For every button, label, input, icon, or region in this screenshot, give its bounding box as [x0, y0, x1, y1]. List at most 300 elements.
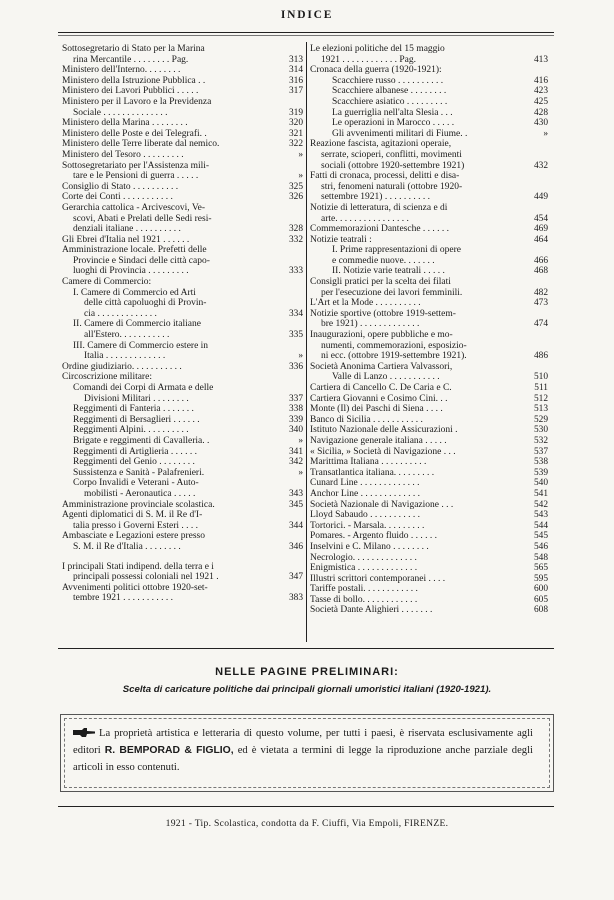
- index-entry-text: Ministero per il Lavoro e la Previdenza: [62, 96, 212, 107]
- index-entry: [310, 214, 548, 225]
- index-entry-page: 326: [288, 192, 303, 203]
- index-entry-page: 605: [533, 594, 548, 605]
- index-entry-text: Divisioni Militari . . . . . . . .: [84, 393, 189, 404]
- index-entry-page: 565: [533, 563, 548, 574]
- index-entry: [310, 383, 548, 394]
- index-entry-text: principali possessi coloniali nel 1921 .: [73, 572, 219, 583]
- index-entry-page: 334: [288, 308, 303, 319]
- index-entry-text: Reggimenti di Artiglieria . . . . . .: [73, 446, 198, 457]
- index-entry-text: Banco di Sicilia . . . . . . . . . . .: [310, 414, 423, 425]
- index-entry-text: per l'esecuzione dei lavori femminili.: [321, 287, 463, 298]
- index-entry-text: Provincie e Sindaci delle città capo-: [73, 255, 210, 266]
- index-entry-page: 468: [533, 266, 548, 277]
- index-entry: [62, 150, 303, 161]
- index-entry-page: 325: [288, 181, 303, 192]
- index-entry-page: 469: [533, 224, 548, 235]
- index-entry: [62, 521, 303, 532]
- index-entry-text: Notizie sportive (ottobre 1919-settem-: [310, 308, 456, 319]
- index-entry: [310, 65, 548, 76]
- index-entry-text: Notizie di letteratura, di scienza e di: [310, 202, 448, 213]
- index-entry: [62, 500, 303, 511]
- index-entry-page: »: [298, 435, 303, 446]
- index-entry-text: Ministero del Tesoro . . . . . . . . .: [62, 149, 184, 160]
- index-entry: [310, 372, 548, 383]
- index-entry: [310, 245, 548, 256]
- rights-notice-box: [60, 714, 554, 792]
- index-entry: [310, 55, 548, 66]
- index-entry-page: 542: [533, 499, 548, 510]
- index-entry-text: denziali italiane . . . . . . . . . .: [73, 224, 181, 235]
- index-entry: [62, 266, 303, 277]
- colophon: 1921 - Tip. Scolastica, condotta da F. Ciuffi, Via Empoli, FIRENZE.: [165, 818, 449, 829]
- index-entry-text: Amministrazione locale. Prefetti delle: [62, 245, 207, 256]
- pointing-hand-icon: [73, 728, 95, 737]
- index-entry-page: 548: [533, 552, 548, 563]
- index-entry: [310, 97, 548, 108]
- index-entry: [62, 383, 303, 394]
- index-entry: [62, 108, 303, 119]
- index-entry: [310, 266, 548, 277]
- index-entry: [310, 584, 548, 595]
- index-entry: [62, 341, 303, 352]
- index-entry: [62, 245, 303, 256]
- index-entry-text: La guerriglia nell'alta Slesia . . .: [332, 107, 453, 118]
- index-entry-text: Società Nazionale di Navigazione . . .: [310, 499, 454, 510]
- index-entry-page: 423: [533, 86, 548, 97]
- index-entry-text: Tariffe postali. . . . . . . . . . . .: [310, 584, 418, 595]
- index-entry: [310, 404, 548, 415]
- index-entry-text: Reggimenti del Genio . . . . . . . .: [73, 457, 195, 468]
- index-entry: [62, 118, 303, 129]
- index-entry: [310, 182, 548, 193]
- index-entry-page: 482: [533, 287, 548, 298]
- index-entry-text: Marittima Italiana . . . . . . . . . .: [310, 457, 427, 468]
- index-entry: [62, 161, 303, 172]
- index-entry-page: 539: [533, 467, 548, 478]
- index-entry-page: 608: [533, 605, 548, 616]
- top-rule-thin: [58, 35, 554, 36]
- index-entry-text: Le elezioni politiche del 15 maggio: [310, 44, 445, 54]
- index-entry-text: Inaugurazioni, opere pubbliche e mo-: [310, 330, 453, 341]
- index-entry: [62, 436, 303, 447]
- index-entry-text: Enigmistica . . . . . . . . . . . . .: [310, 563, 418, 574]
- index-entry-page: 449: [533, 192, 548, 203]
- index-entry-page: 530: [533, 425, 548, 436]
- index-entry-text: Comandi dei Corpi di Armata e delle: [73, 383, 214, 393]
- index-entry: [310, 425, 548, 436]
- index-entry-text: L'Art et la Mode . . . . . . . . . .: [310, 298, 421, 309]
- index-entry-text: Amministrazione provinciale scolastica.: [62, 499, 215, 510]
- index-entry: [62, 510, 303, 521]
- index-entry: [310, 86, 548, 97]
- index-entry: [310, 351, 548, 362]
- index-entry: [62, 583, 303, 594]
- index-entry-page: »: [298, 467, 303, 478]
- index-entry: [310, 44, 548, 55]
- index-entry: [310, 319, 548, 330]
- index-entry-page: 454: [533, 213, 548, 224]
- index-entry-text: Ministero dell'Interno. . . . . . . .: [62, 65, 181, 76]
- index-entry-text: serrate, scioperi, conflitti, movimenti: [321, 149, 462, 160]
- index-entry: [310, 521, 548, 532]
- index-entry: [62, 309, 303, 320]
- index-entry-text: Società Dante Alighieri . . . . . . .: [310, 605, 433, 616]
- index-entry-text: Scacchiere russo . . . . . . . . . .: [332, 75, 444, 86]
- index-entry-text: luoghi di Provincia . . . . . . . . .: [73, 266, 189, 277]
- index-entry: [62, 97, 303, 108]
- index-entry-page: 328: [288, 224, 303, 235]
- index-entry-text: scovi, Abati e Prelati delle Sedi resi-: [73, 213, 212, 224]
- index-entry-text: Ambasciate e Legazioni estere presso: [62, 531, 205, 542]
- index-entry: [62, 457, 303, 468]
- index-entry-text: II. Camere di Commercio italiane: [73, 319, 201, 330]
- index-entry-text: Tortorici. - Marsala. . . . . . . . .: [310, 520, 425, 531]
- index-entry-page: 544: [533, 520, 548, 531]
- index-entry: [310, 161, 548, 172]
- index-entry-text: Necrologio. . . . . . . . . . . . . .: [310, 552, 417, 563]
- index-entry: [310, 531, 548, 542]
- index-entry-page: 345: [288, 499, 303, 510]
- index-entry: [62, 468, 303, 479]
- index-entry: [310, 298, 548, 309]
- index-entry: [310, 76, 548, 87]
- index-entry: [310, 171, 548, 182]
- column-divider: [306, 42, 307, 642]
- index-entry: [310, 436, 548, 447]
- index-entry-text: talia presso i Governi Esteri . . . .: [73, 520, 199, 531]
- index-entry: [62, 572, 303, 583]
- index-entry-page: 346: [288, 541, 303, 552]
- index-entry: [62, 256, 303, 267]
- index-entry-text: Transatlantica italiana. . . . . . . . .: [310, 467, 435, 478]
- index-entry-page: 486: [533, 351, 548, 362]
- index-entry-text: Reggimenti di Fanteria . . . . . . .: [73, 404, 194, 415]
- index-entry-page: 314: [288, 65, 303, 76]
- index-entry-text: Sottosegretario di Stato per la Marina: [62, 44, 205, 54]
- index-entry-page: 532: [533, 435, 548, 446]
- index-entry-text: Reazione fascista, agitazioni operaie,: [310, 139, 452, 150]
- index-entry: [310, 362, 548, 373]
- index-entry: [310, 129, 548, 140]
- index-entry: [310, 542, 548, 553]
- top-rule: [58, 32, 554, 33]
- index-entry-text: mobilisti - Aeronautica . . . . .: [84, 488, 196, 499]
- index-entry-text: Gli avvenimenti militari di Fiume. .: [332, 128, 468, 139]
- index-entry-page: 341: [288, 446, 303, 457]
- index-entry-text: Ministero delle Poste e dei Telegrafi. .: [62, 128, 207, 139]
- index-entry: [62, 139, 303, 150]
- index-entry-text: Gli Ebrei d'Italia nel 1921 . . . . . .: [62, 234, 190, 245]
- index-entry-page: 317: [288, 86, 303, 97]
- index-entry-page: 333: [288, 266, 303, 277]
- index-entry-text: numenti, commemorazioni, esposizio-: [321, 340, 467, 351]
- index-entry: [62, 235, 303, 246]
- index-entry-page: 337: [288, 393, 303, 404]
- index-entry-page: 416: [533, 75, 548, 86]
- index-entry-text: Ministero dei Lavori Pubblici . . . . .: [62, 86, 199, 97]
- index-entry-page: 540: [533, 478, 548, 489]
- index-entry-text: Sociale . . . . . . . . . . . . . .: [73, 107, 168, 118]
- index-entry: [62, 394, 303, 405]
- index-entry-page: 383: [288, 593, 303, 604]
- index-entry-text: Cartiera Giovanni e Cosimo Cini. . .: [310, 393, 448, 404]
- index-entry-text: Lloyd Sabaudo . . . . . . . . . . .: [310, 510, 421, 521]
- index-entry: [62, 362, 303, 373]
- index-entry-page: 512: [533, 393, 548, 404]
- rights-notice-publisher: R. BEMPORAD & FIGLIO,: [104, 745, 234, 756]
- index-entry-page: 529: [533, 414, 548, 425]
- index-entry: [62, 298, 303, 309]
- index-entry: [62, 224, 303, 235]
- index-entry-page: 343: [288, 488, 303, 499]
- index-entry-text: Inselvini e C. Milano . . . . . . . .: [310, 541, 429, 552]
- index-entry: [310, 288, 548, 299]
- index-entry-page: »: [298, 171, 303, 182]
- index-entry-page: 321: [288, 128, 303, 139]
- index-entry: [310, 394, 548, 405]
- index-entry: [62, 319, 303, 330]
- index-entry-text: Gerarchia cattolica - Arcivescovi, Ve-: [62, 202, 206, 213]
- middle-rule: [58, 648, 554, 649]
- index-entry-text: I principali Stati indipend. della terra e i: [62, 561, 214, 572]
- index-entry-page: 473: [533, 298, 548, 309]
- index-entry: [310, 457, 548, 468]
- index-entry-page: 425: [533, 96, 548, 107]
- index-entry-page: 428: [533, 107, 548, 118]
- index-entry-text: Ordine giudiziario. . . . . . . . . . .: [62, 361, 182, 372]
- index-entry: [310, 309, 548, 320]
- index-entry: [62, 288, 303, 299]
- index-entry: [62, 214, 303, 225]
- index-entry-text: tembre 1921 . . . . . . . . . . .: [73, 593, 174, 604]
- index-entry-text: Illustri scrittori contemporanei . . . .: [310, 573, 446, 584]
- index-entry-page: 316: [288, 75, 303, 86]
- index-entry: [62, 351, 303, 362]
- index-entry-text: tare e le Pensioni di guerra . . . . .: [73, 171, 199, 182]
- index-entry: [310, 489, 548, 500]
- index-entry-text: Anchor Line . . . . . . . . . . . . .: [310, 488, 421, 499]
- index-entry-text: arte. . . . . . . . . . . . . . . .: [321, 213, 409, 224]
- index-entry: [310, 203, 548, 214]
- index-entry-text: « Sicilia, » Società di Navigazione . . .: [310, 446, 456, 457]
- index-entry-page: 319: [288, 107, 303, 118]
- index-entry-page: 545: [533, 531, 548, 542]
- index-entry-page: 332: [288, 234, 303, 245]
- index-entry-text: sociali (ottobre 1920-settembre 1921): [321, 160, 465, 171]
- index-entry: [62, 171, 303, 182]
- index-entry-text: Brigate e reggimenti di Cavalleria. .: [73, 435, 210, 446]
- index-entry-page: 513: [533, 404, 548, 415]
- index-entry: [310, 341, 548, 352]
- index-entry-text: I. Camere di Commercio ed Arti: [73, 287, 196, 298]
- index-entry: [62, 129, 303, 140]
- index-entry: [310, 595, 548, 606]
- index-entry-text: settembre 1921) . . . . . . . . . .: [321, 192, 430, 203]
- index-entry-page: 466: [533, 255, 548, 266]
- rights-notice-text: [73, 725, 533, 776]
- index-entry-text: Tasse di bollo. . . . . . . . . . . .: [310, 594, 418, 605]
- index-entry: [62, 277, 303, 288]
- index-entry: [62, 330, 303, 341]
- index-entry: [62, 203, 303, 214]
- index-entry-text: Monte (Il) dei Paschi di Siena . . . .: [310, 404, 443, 415]
- index-entry-page: »: [543, 128, 548, 139]
- index-entry-text: Reggimenti Alpini. . . . . . . . . .: [73, 425, 189, 436]
- index-entry-text: S. M. il Re d'Italia . . . . . . . .: [73, 541, 181, 552]
- index-entry-text: Scacchiere asiatico . . . . . . . . .: [332, 96, 448, 107]
- index-entry-text: Avvenimenti politici ottobre 1920-set-: [62, 582, 208, 593]
- index-entry: [310, 415, 548, 426]
- index-entry-text: Commemorazioni Dantesche . . . . . .: [310, 224, 450, 235]
- index-entry: [310, 500, 548, 511]
- index-entry-text: Cartiera di Cancello C. De Caria e C.: [310, 383, 452, 393]
- index-entry-page: 511: [534, 383, 548, 393]
- index-entry-text: e commedie nuove. . . . . . .: [332, 255, 435, 266]
- index-entry: [62, 44, 303, 55]
- index-entry-text: Le operazioni in Marocco . . . . .: [332, 118, 455, 129]
- index-entry-page: 537: [533, 446, 548, 457]
- index-entry-page: 464: [533, 234, 548, 245]
- index-entry: [310, 139, 548, 150]
- index-entry-text: Consiglio di Stato . . . . . . . . . .: [62, 181, 179, 192]
- index-entry-text: Notizie teatrali :: [310, 234, 372, 245]
- index-entry: [62, 593, 303, 604]
- index-entry-text: II. Notizie varie teatrali . . . . .: [332, 266, 445, 277]
- index-entry-page: »: [298, 351, 303, 362]
- index-entry-page: 342: [288, 457, 303, 468]
- index-entry: [62, 562, 303, 573]
- index-entry-text: Ministero della Istruzione Pubblica . .: [62, 75, 206, 86]
- index-entry: [310, 235, 548, 246]
- index-entry-text: III. Camere di Commercio estere in: [73, 340, 209, 351]
- preliminari-text: Scelta di caricature politiche dai principali giornali umoristici italiani (1920-1921).: [122, 684, 492, 695]
- index-entry-page: 320: [288, 118, 303, 129]
- index-entry: [62, 425, 303, 436]
- index-entry-text: Sottosegretariato per l'Assistenza mili-: [62, 160, 210, 171]
- index-entry: [310, 256, 548, 267]
- index-entry-text: Agenti diplomatici di S. M. il Re d'I-: [62, 510, 203, 521]
- index-entry-text: Valle di Lanzo . . . . . . . . . . .: [332, 372, 440, 383]
- index-entry: [62, 372, 303, 383]
- index-entry-page: 538: [533, 457, 548, 468]
- index-entry: [310, 478, 548, 489]
- index-entry: [310, 330, 548, 341]
- index-entry-text: delle città capoluoghi di Provin-: [84, 298, 207, 309]
- index-left-column: [62, 44, 303, 604]
- index-entry: [310, 563, 548, 574]
- index-entry: [310, 108, 548, 119]
- index-entry-text: Italia . . . . . . . . . . . . .: [84, 351, 166, 362]
- preliminari-heading: NELLE PAGINE PRELIMINARI:: [215, 666, 399, 678]
- index-entry-text: 1921 . . . . . . . . . . . . Pag.: [321, 54, 416, 65]
- index-entry-text: Cronaca della guerra (1920-1921):: [310, 65, 442, 76]
- index-entry-page: 335: [288, 330, 303, 341]
- index-entry-text: Corpo Invalidi e Veterani - Auto-: [73, 478, 199, 489]
- index-entry: [310, 150, 548, 161]
- index-entry-text: Pomares. - Argento fluido . . . . . .: [310, 531, 438, 542]
- index-entry-page: 432: [533, 160, 548, 171]
- index-entry-page: 339: [288, 414, 303, 425]
- index-entry: [62, 192, 303, 203]
- index-entry: [310, 510, 548, 521]
- index-entry-text: Ministero della Marina . . . . . . . .: [62, 118, 188, 129]
- index-entry-text: Cunard Line . . . . . . . . . . . . .: [310, 478, 420, 489]
- index-entry: [310, 447, 548, 458]
- index-entry-page: 347: [288, 572, 303, 583]
- index-entry-text: Società Anonima Cartiera Valvassori,: [310, 361, 453, 372]
- index-entry-page: 313: [288, 54, 303, 65]
- index-entry: [62, 65, 303, 76]
- index-entry-page: »: [298, 149, 303, 160]
- index-entry: [62, 478, 303, 489]
- index-entry: [62, 542, 303, 553]
- index-entry-text: stri, fenomeni naturali (ottobre 1920-: [321, 181, 463, 192]
- index-entry-text: Navigazione generale italiana . . . . .: [310, 435, 447, 446]
- index-entry: [310, 192, 548, 203]
- index-entry: [310, 605, 548, 616]
- rights-notice-before: La proprietà artistica e letteraria di questo volume, per tutti i paesi, è riservata esclusivamente agli editori: [73, 728, 533, 756]
- index-entry-text: Ministero delle Terre liberate dal nemico.: [62, 139, 220, 150]
- index-entry-text: I. Prime rappresentazioni di opere: [332, 245, 461, 256]
- index-entry-page: 338: [288, 404, 303, 415]
- index-entry-page: 340: [288, 425, 303, 436]
- index-entry: [310, 553, 548, 564]
- index-entry-text: Camere di Commercio:: [62, 277, 152, 288]
- index-entry-text: cia . . . . . . . . . . . . .: [84, 308, 157, 319]
- index-entry: [310, 118, 548, 129]
- index-entry-page: 546: [533, 541, 548, 552]
- index-entry: [310, 468, 548, 479]
- index-entry-page: 541: [533, 488, 548, 499]
- index-entry-text: Fatti di cronaca, processi, delitti e disa-: [310, 171, 460, 182]
- index-entry-text: Corte dei Conti . . . . . . . . . . .: [62, 192, 173, 203]
- index-entry: [62, 415, 303, 426]
- index-entry-text: Reggimenti di Bersaglieri . . . . . .: [73, 414, 200, 425]
- index-right-column: [310, 44, 548, 616]
- index-entry-page: 413: [533, 54, 548, 65]
- index-entry: [62, 76, 303, 87]
- index-entry: [62, 404, 303, 415]
- index-entry-text: bre 1921) . . . . . . . . . . . . .: [321, 319, 420, 330]
- index-entry-page: 510: [533, 372, 548, 383]
- index-entry: [62, 447, 303, 458]
- page-title: INDICE: [280, 9, 334, 21]
- bottom-rule: [58, 806, 554, 807]
- index-entry-text: rina Mercantile . . . . . . . . Pag.: [73, 54, 189, 65]
- index-entry: [310, 224, 548, 235]
- index-entry-text: all'Estero. . . . . . . . . . .: [84, 330, 170, 341]
- index-entry-page: 600: [533, 584, 548, 595]
- rights-notice-after: ed è vietata a termini di legge la riproduzione anche parziale degli articoli in esso contenuti.: [73, 745, 533, 773]
- index-entry: [62, 55, 303, 66]
- index-entry-text: Scacchiere albanese . . . . . . . .: [332, 86, 447, 97]
- index-entry-text: Consigli pratici per la scelta dei filati: [310, 277, 451, 288]
- index-entry-page: 595: [533, 573, 548, 584]
- index-entry-text: Circoscrizione militare:: [62, 372, 152, 383]
- index-entry: [62, 531, 303, 542]
- index-entry-text: ni ecc. (ottobre 1919-settembre 1921).: [321, 351, 467, 362]
- index-entry-page: 344: [288, 520, 303, 531]
- index-entry-page: 336: [288, 361, 303, 372]
- index-entry-text: Istituto Nazionale delle Assicurazioni .: [310, 425, 458, 436]
- index-entry: [62, 489, 303, 500]
- index-entry-page: 430: [533, 118, 548, 129]
- index-entry: [310, 277, 548, 288]
- index-entry-page: 322: [288, 139, 303, 150]
- index-entry-page: 474: [533, 319, 548, 330]
- index-entry-text: Sussistenza e Sanità - Palafrenieri.: [73, 467, 205, 478]
- index-entry: [62, 182, 303, 193]
